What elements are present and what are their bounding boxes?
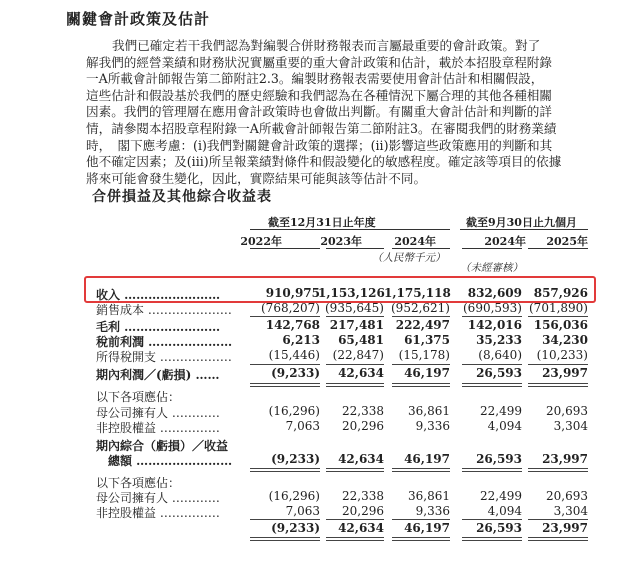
table-row [96, 318, 586, 334]
row-label: 非控股權益 …………… [96, 421, 220, 435]
year-rule [392, 248, 450, 249]
table-row [96, 489, 586, 505]
subtotal-rule [462, 537, 522, 538]
cell-value: 1,175,118 [384, 286, 451, 300]
cell-value: 857,926 [533, 286, 588, 300]
year-rule [528, 248, 588, 249]
cell-value: 36,861 [408, 404, 450, 418]
subtotal-rule [528, 540, 588, 541]
table-row [96, 452, 586, 468]
annual-header-rule [250, 229, 450, 230]
subtotal-rule [250, 364, 320, 365]
cell-value: 7,063 [285, 504, 320, 518]
row-label: 收入 …………………… [96, 288, 221, 302]
row-label: 期內綜合（虧損）／收益 [96, 439, 229, 453]
cell-value: 20,296 [342, 419, 384, 433]
cell-value: 20,693 [546, 404, 588, 418]
cell-value: (9,233) [271, 366, 320, 380]
subtotal-rule [392, 537, 450, 538]
cell-value: (9,233) [271, 521, 320, 535]
subtotal-rule [250, 383, 320, 384]
year-rule [326, 248, 384, 249]
cell-value: 42,634 [338, 521, 384, 535]
table-row [96, 348, 586, 364]
subtotal-rule [392, 519, 450, 520]
year-2025-nine-months: 2025年 [546, 235, 588, 248]
revenue-highlight-box [84, 276, 596, 303]
subtotal-rule [250, 519, 320, 520]
subtotal-rule [462, 364, 522, 365]
year-2023: 2023年 [320, 235, 362, 248]
subtotal-rule [250, 468, 320, 469]
cell-value: 4,094 [487, 504, 522, 518]
table-row [96, 504, 586, 520]
cell-value: 20,296 [342, 504, 384, 518]
subtotal-rule [250, 471, 320, 472]
cell-value: (935,645) [325, 301, 384, 315]
cell-value: 910,975 [265, 286, 320, 300]
unit-note: （人民幣千元） [372, 252, 446, 264]
cell-value: 23,997 [542, 366, 588, 380]
subtotal-rule [392, 540, 450, 541]
cell-value: 9,336 [415, 504, 450, 518]
subtotal-rule [462, 471, 522, 472]
subtotal-rule [250, 537, 320, 538]
table-row [96, 419, 586, 435]
cell-value: 9,336 [415, 419, 450, 433]
year-rule [250, 248, 320, 249]
cell-value: (8,640) [478, 348, 522, 362]
paragraph-line: 他不確定因素；及(iii)所呈報業績對條件和假設變化的敏感程度。確定該等項目的依據 [86, 154, 562, 170]
cell-value: 46,197 [404, 452, 450, 466]
cell-value: (690,593) [463, 301, 522, 315]
unaudited-note: （未經審核） [460, 262, 523, 274]
subtotal-rule [462, 519, 522, 520]
cell-value: 23,997 [542, 521, 588, 535]
cell-value: (16,296) [268, 404, 320, 418]
subtotal-rule [528, 383, 588, 384]
cell-value: 20,693 [546, 489, 588, 503]
cell-value: 26,593 [476, 452, 522, 466]
paragraph-line: 解我們的經營業績和財務狀況實屬重要的重大會計政策和估計，載於本招股章程附錄 [86, 54, 552, 70]
subtotal-rule [326, 383, 384, 384]
cell-value: 1,153,126 [318, 286, 385, 300]
row-label: 稅前利潤 ………………… [96, 335, 233, 349]
subtotal-rule [392, 386, 450, 387]
cell-value: 65,481 [338, 333, 384, 347]
policy-paragraph [86, 38, 606, 187]
paragraph-line: 因素。我們的管理層在應用會計政策時也會做出判斷。有關重大會計估計和判斷的詳 [86, 104, 552, 120]
cell-value: 34,230 [542, 333, 588, 347]
subtotal-rule [462, 386, 522, 387]
cell-value: 61,375 [404, 333, 450, 347]
table-title: 合併損益及其他綜合收益表 [92, 189, 272, 205]
subtotal-rule [462, 540, 522, 541]
cell-value: 46,197 [404, 521, 450, 535]
cell-value: 42,634 [338, 452, 384, 466]
cell-value: 22,499 [480, 404, 522, 418]
cell-value: 22,338 [342, 404, 384, 418]
subtotal-rule [528, 386, 588, 387]
cell-value: (701,890) [529, 301, 588, 315]
subtotal-rule [528, 364, 588, 365]
cell-value: (9,233) [271, 452, 320, 466]
table-row [96, 521, 586, 537]
paragraph-line: 將來可能會發生變化，因此，實際結果可能與該等估計不同。 [86, 170, 427, 186]
subtotal-rule [326, 537, 384, 538]
row-label: 毛利 …………………… [96, 320, 221, 334]
cell-value: 3,304 [553, 504, 588, 518]
row-label: 以下各項應佔： [96, 476, 181, 490]
cell-value: 142,016 [467, 318, 522, 332]
year-2024: 2024年 [394, 235, 436, 248]
table-row [96, 333, 586, 349]
cell-value: 4,094 [487, 419, 522, 433]
row-label: 母公司擁有人 ………… [96, 491, 220, 505]
annual-group-header: 截至12月31日止年度 [268, 216, 376, 229]
table-row [96, 474, 586, 490]
subtotal-rule [392, 316, 450, 317]
cell-value: 26,593 [476, 521, 522, 535]
cell-value: 36,861 [408, 489, 450, 503]
cell-value: (768,207) [261, 301, 320, 315]
cell-value: (10,233) [536, 348, 588, 362]
cell-value: 3,304 [553, 419, 588, 433]
cell-value: (22,847) [332, 348, 384, 362]
subtotal-rule [462, 383, 522, 384]
row-label: 以下各項應佔： [96, 390, 181, 404]
subtotal-rule [392, 383, 450, 384]
cell-value: 156,036 [533, 318, 588, 332]
table-row [96, 388, 586, 404]
cell-value: 142,768 [265, 318, 320, 332]
row-label: 期內利潤／(虧損) …… [96, 368, 220, 382]
cell-value: 26,593 [476, 366, 522, 380]
year-rule [462, 248, 522, 249]
nine-month-group-header: 截至9月30日止九個月 [466, 216, 577, 229]
subtotal-rule [462, 468, 522, 469]
subtotal-rule [326, 468, 384, 469]
subtotal-rule [326, 519, 384, 520]
cell-value: 6,213 [282, 333, 320, 347]
table-row [96, 437, 586, 453]
cell-value: 46,197 [404, 366, 450, 380]
nine-month-header-rule [460, 229, 588, 230]
paragraph-line: 情，請參閱本招股章程附錄一A所載會計師報告第二節附註3。在審閱我們的財務業績 [86, 120, 557, 136]
paragraph-line: 我們已確定若干我們認為對編製合併財務報表而言屬最重要的會計政策。對了 [112, 38, 541, 53]
subtotal-rule [528, 537, 588, 538]
cell-value: 22,499 [480, 489, 522, 503]
year-2022: 2022年 [240, 235, 282, 248]
cell-value: 832,609 [467, 286, 522, 300]
cell-value: (15,178) [398, 348, 450, 362]
cell-value: (15,446) [268, 348, 320, 362]
subtotal-rule [528, 519, 588, 520]
row-label: 母公司擁有人 ………… [96, 406, 220, 420]
cell-value: 42,634 [338, 366, 384, 380]
paragraph-line: 這些估計和假設基於我們的歷史經驗和我們認為在各種情況下屬合理的其他各種相關 [86, 87, 552, 103]
subtotal-rule [392, 471, 450, 472]
cell-value: 35,233 [476, 333, 522, 347]
cell-value: 217,481 [329, 318, 384, 332]
subtotal-rule [528, 468, 588, 469]
subtotal-rule [250, 540, 320, 541]
row-label: 所得稅開支 ……………… [96, 350, 232, 364]
subtotal-rule [326, 540, 384, 541]
year-2024-nine-months: 2024年 [484, 235, 526, 248]
subtotal-rule [250, 386, 320, 387]
row-label: 非控股權益 …………… [96, 506, 220, 520]
subtotal-rule [326, 386, 384, 387]
table-row [96, 404, 586, 420]
paragraph-line: 一A所載會計師報告第二節附註2.3。編製財務報表需要使用會計估計和相關假設， [86, 71, 544, 87]
section-title: 關鍵會計政策及估計 [66, 10, 211, 28]
subtotal-rule [528, 471, 588, 472]
table-row [96, 301, 586, 317]
table-row [96, 366, 586, 382]
subtotal-rule [462, 316, 522, 317]
subtotal-rule [392, 468, 450, 469]
cell-value: 222,497 [395, 318, 450, 332]
subtotal-rule [326, 316, 384, 317]
subtotal-rule [326, 471, 384, 472]
paragraph-line: 時， 閣下應考慮：(i)我們對關鍵會計政策的選擇；(ii)影響這些政策應用的判斷和其 [86, 137, 553, 153]
cell-value: 22,338 [342, 489, 384, 503]
subtotal-rule [392, 364, 450, 365]
row-label: 銷售成本 ………………… [96, 303, 232, 317]
cell-value: (952,621) [391, 301, 450, 315]
cell-value: (16,296) [268, 489, 320, 503]
cell-value: 23,997 [542, 452, 588, 466]
subtotal-rule [326, 364, 384, 365]
row-label: 總額 …………………… [96, 454, 233, 468]
subtotal-rule [250, 316, 320, 317]
subtotal-rule [528, 316, 588, 317]
cell-value: 7,063 [285, 419, 320, 433]
